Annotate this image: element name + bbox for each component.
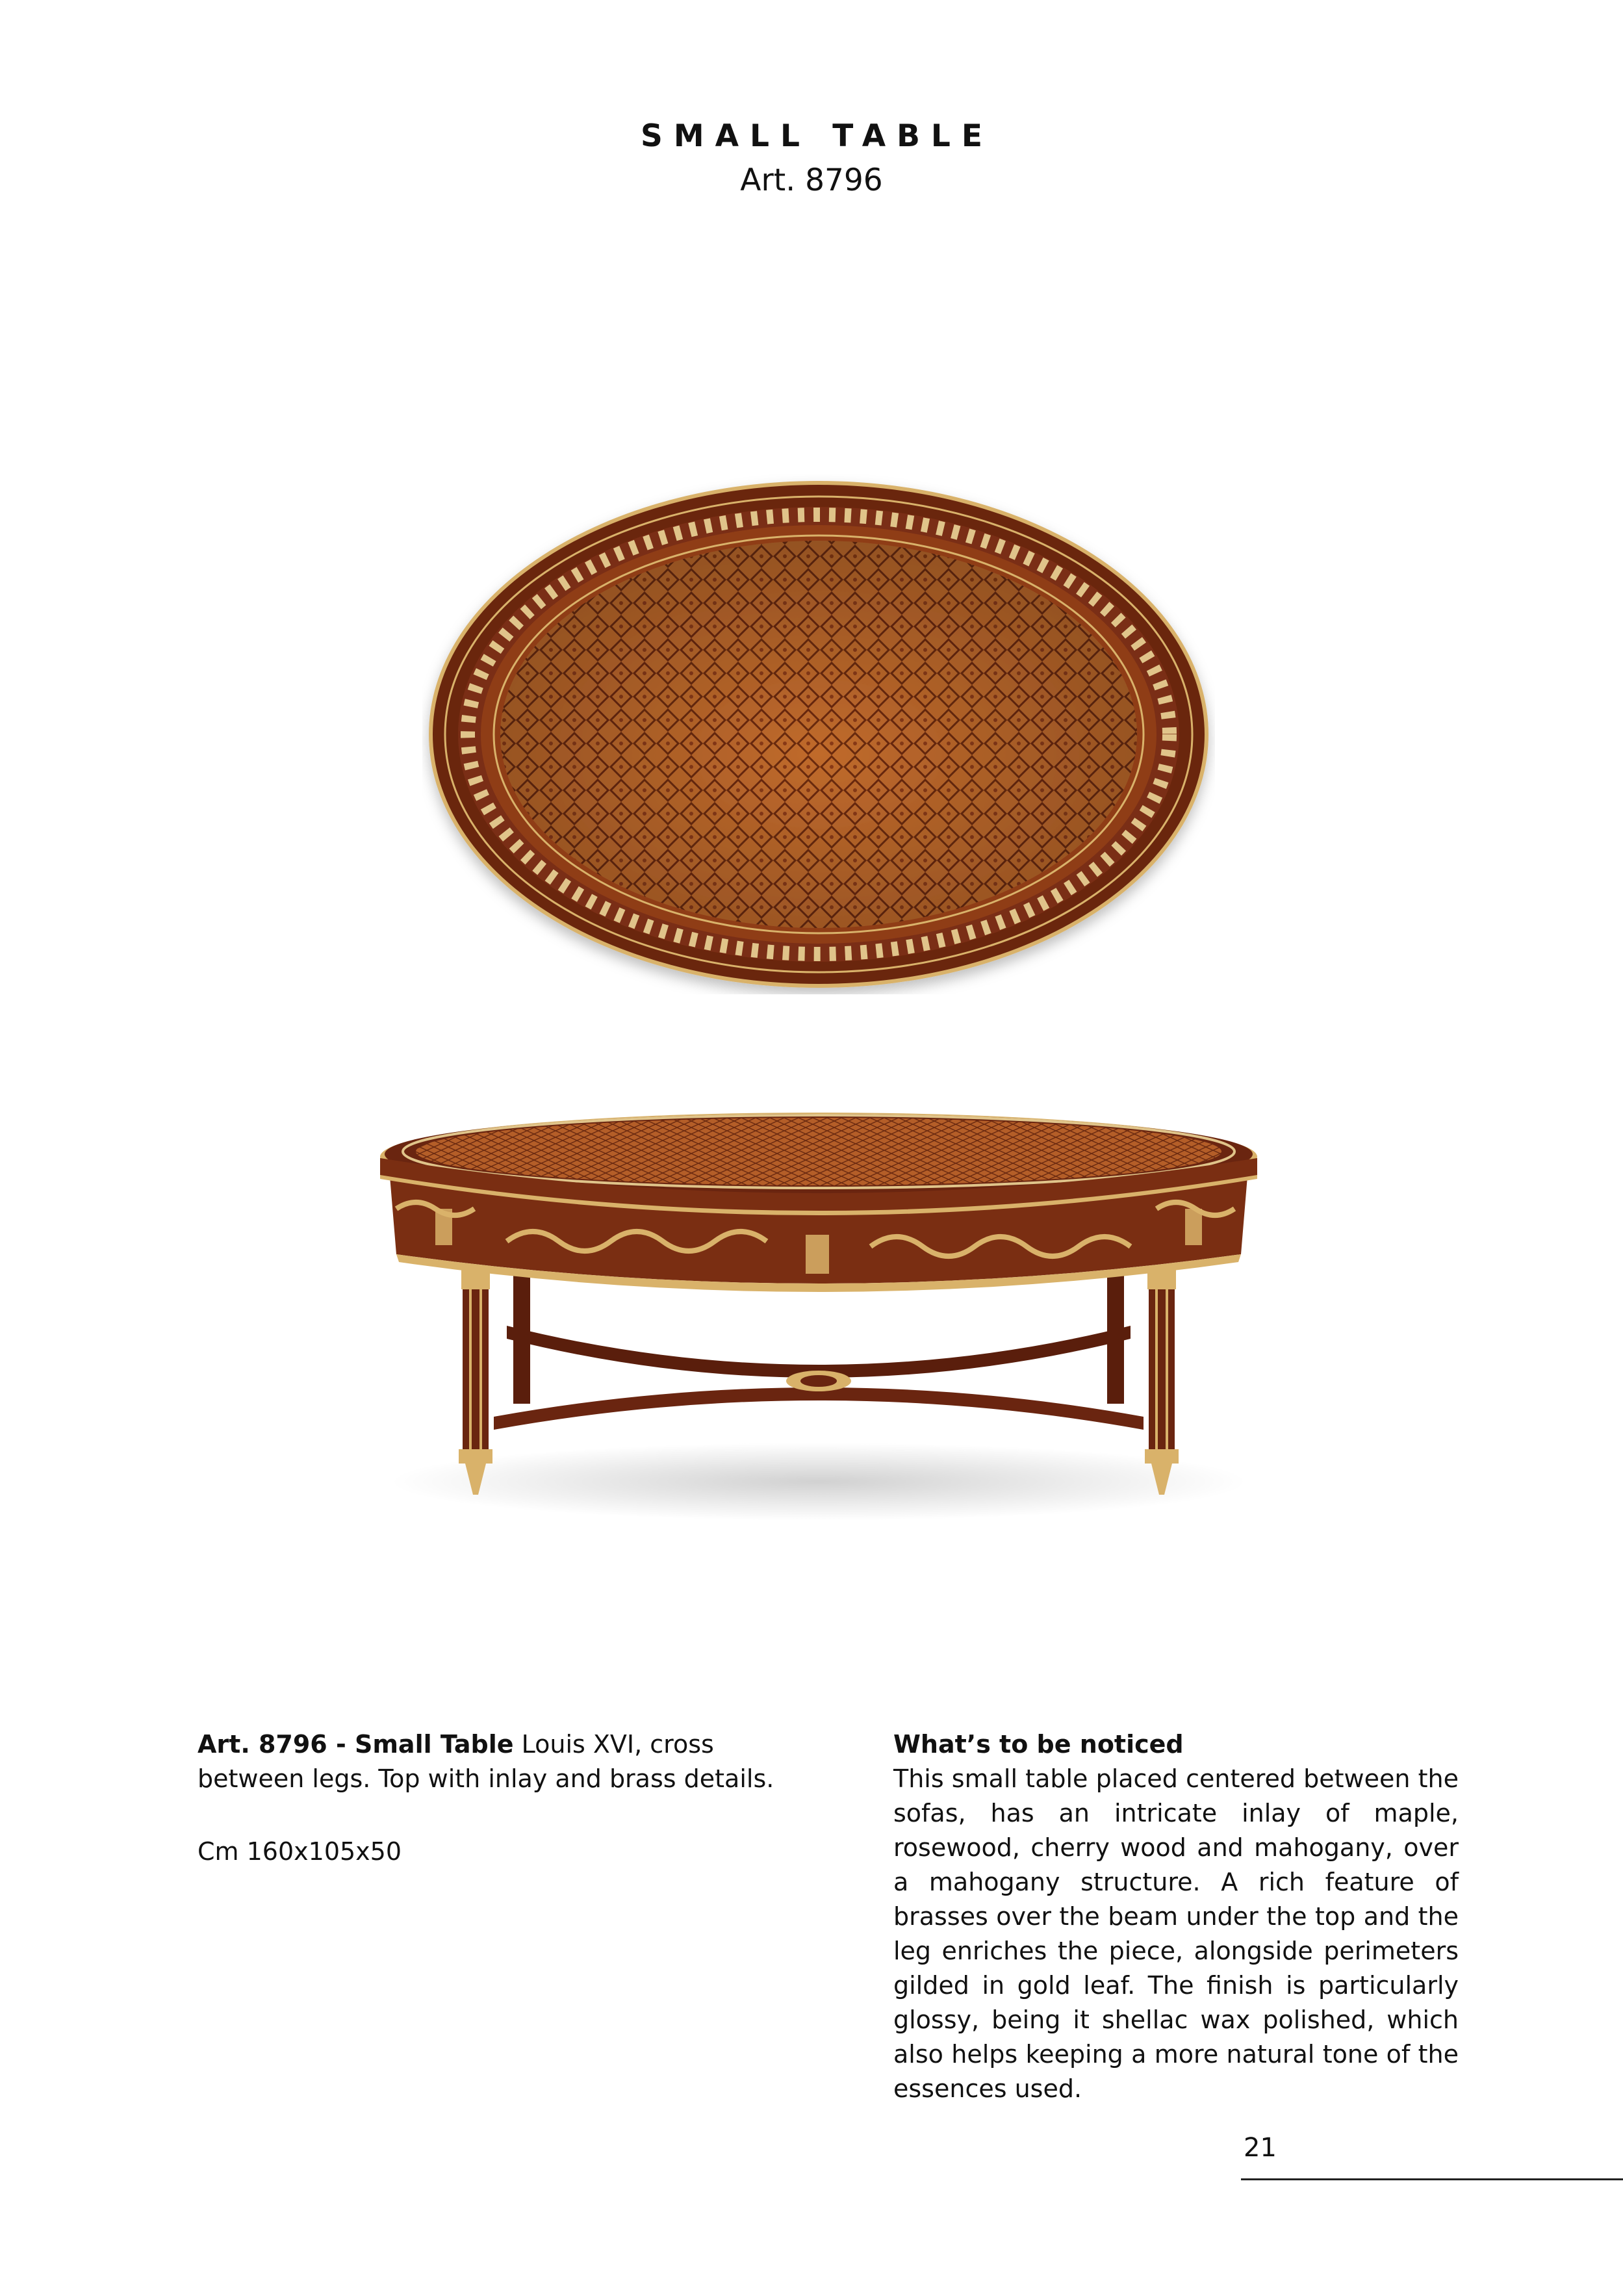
page-title: SMALL TABLE	[641, 118, 993, 154]
notice-heading: What’s to be noticed	[893, 1730, 1184, 1759]
notice-body: This small table placed centered between the sofas, has an intricate inlay of maple, rosewood, cherry wood and mahogany, over a mahogany structure. A rich feature of brasses over the beam under the top and the leg enriches the piece, alongside perimeters gilded in gold leaf. The finish is particularly glossy, being it shellac wax polished, which also helps keeping a more natural tone of the essences used.	[893, 1764, 1459, 2103]
footer-divider	[1241, 2178, 1623, 2180]
product-dimensions: Cm 160x105x50	[198, 1837, 402, 1866]
article-number: Art. 8796	[740, 162, 883, 198]
product-summary: Louis XVI, cross between legs. Top with inlay and brass details.	[198, 1730, 774, 1793]
product-description	[198, 1727, 782, 1796]
oval-table-side-view-image	[377, 1098, 1260, 1527]
notice-section	[893, 1727, 1459, 2106]
page-number: 21	[1244, 2133, 1277, 2163]
oval-table-top-marquetry-image	[422, 474, 1215, 994]
product-name: Art. 8796 - Small Table	[198, 1730, 514, 1759]
